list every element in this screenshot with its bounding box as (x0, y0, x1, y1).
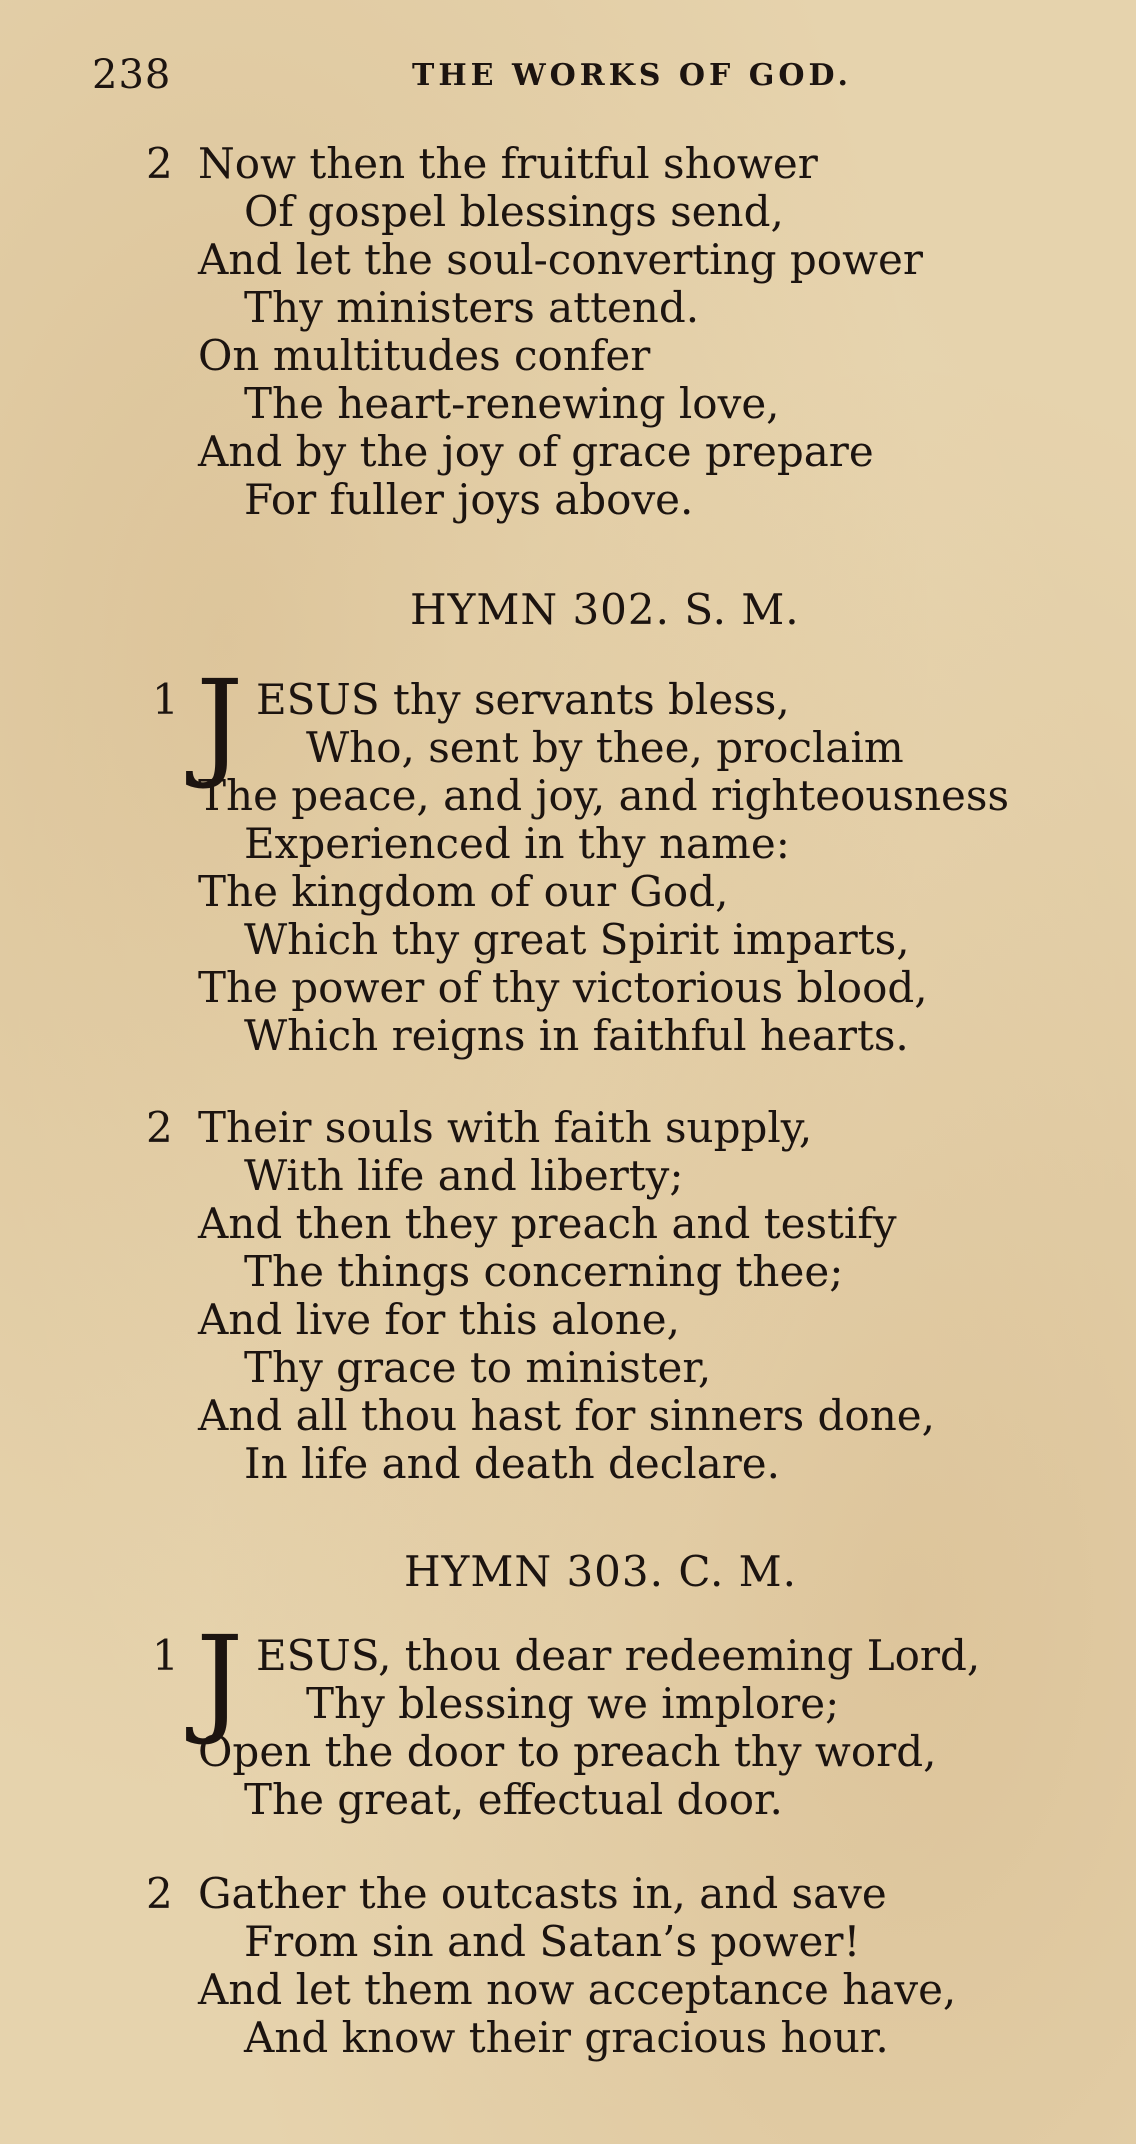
verse-line: Gather the outcasts in, and save (198, 1869, 887, 1918)
verse-line: And all thou hast for sinners done, (198, 1391, 935, 1440)
drop-cap: J (196, 654, 244, 792)
verse-line: On multitudes confer (198, 331, 651, 380)
verse-number: 1 (152, 675, 179, 724)
verse-line: For fuller joys above. (244, 475, 694, 524)
verse-line: And by the joy of grace prepare (198, 427, 874, 476)
verse-number: 2 (146, 139, 173, 188)
verse-line: The peace, and joy, and righteousness (198, 771, 1010, 820)
verse-line: And let the soul-converting power (198, 235, 923, 284)
verse-line: Which thy great Spirit imparts, (244, 915, 910, 964)
verse-line: The power of thy victorious blood, (198, 963, 928, 1012)
verse-line: With life and liberty; (244, 1151, 684, 1200)
page-header (0, 52, 1136, 112)
verse-line: And let them now acceptance have, (198, 1965, 957, 2014)
page-number: 238 (92, 52, 172, 98)
verse-line: Thy grace to minister, (244, 1343, 712, 1392)
verse-line: ESUS, thou dear redeeming Lord, (256, 1631, 981, 1680)
verse-number: 2 (146, 1103, 173, 1152)
verse-line: In life and death declare. (244, 1439, 781, 1488)
verse-line: Now then the fruitful shower (198, 139, 818, 188)
verse-line: And then they preach and testify (198, 1199, 897, 1248)
verse-line: Open the door to preach thy word, (198, 1727, 937, 1776)
verse-line: Who, sent by thee, proclaim (306, 723, 904, 772)
verse-number: 2 (146, 1869, 173, 1918)
verse-line: From sin and Satan’s power! (244, 1917, 861, 1966)
verse-line: The things concerning thee; (244, 1247, 844, 1296)
verse-line: Which reigns in faithful hearts. (244, 1011, 909, 1060)
verse-line: And live for this alone, (198, 1295, 680, 1344)
verse-line: Their souls with faith supply, (198, 1103, 813, 1152)
verse-number: 1 (152, 1631, 179, 1680)
running-head: THE WORKS OF GOD. (412, 58, 852, 93)
verse-line: Of gospel blessings send, (244, 187, 784, 236)
drop-cap: J (196, 1610, 244, 1748)
verse-line: Thy ministers attend. (244, 283, 700, 332)
hymn-302-title: HYMN 302. S. M. (410, 585, 800, 634)
verse-line: The great, effectual door. (244, 1775, 783, 1824)
verse-line: And know their gracious hour. (244, 2013, 889, 2062)
verse-line: Experienced in thy name: (244, 819, 790, 868)
verse-line: The kingdom of our God, (198, 867, 729, 916)
verse-line: ESUS thy servants bless, (256, 675, 790, 724)
verse-line: The heart-renewing love, (244, 379, 780, 428)
hymn-303-title: HYMN 303. C. M. (404, 1547, 798, 1596)
verse-line: Thy blessing we implore; (306, 1679, 840, 1728)
